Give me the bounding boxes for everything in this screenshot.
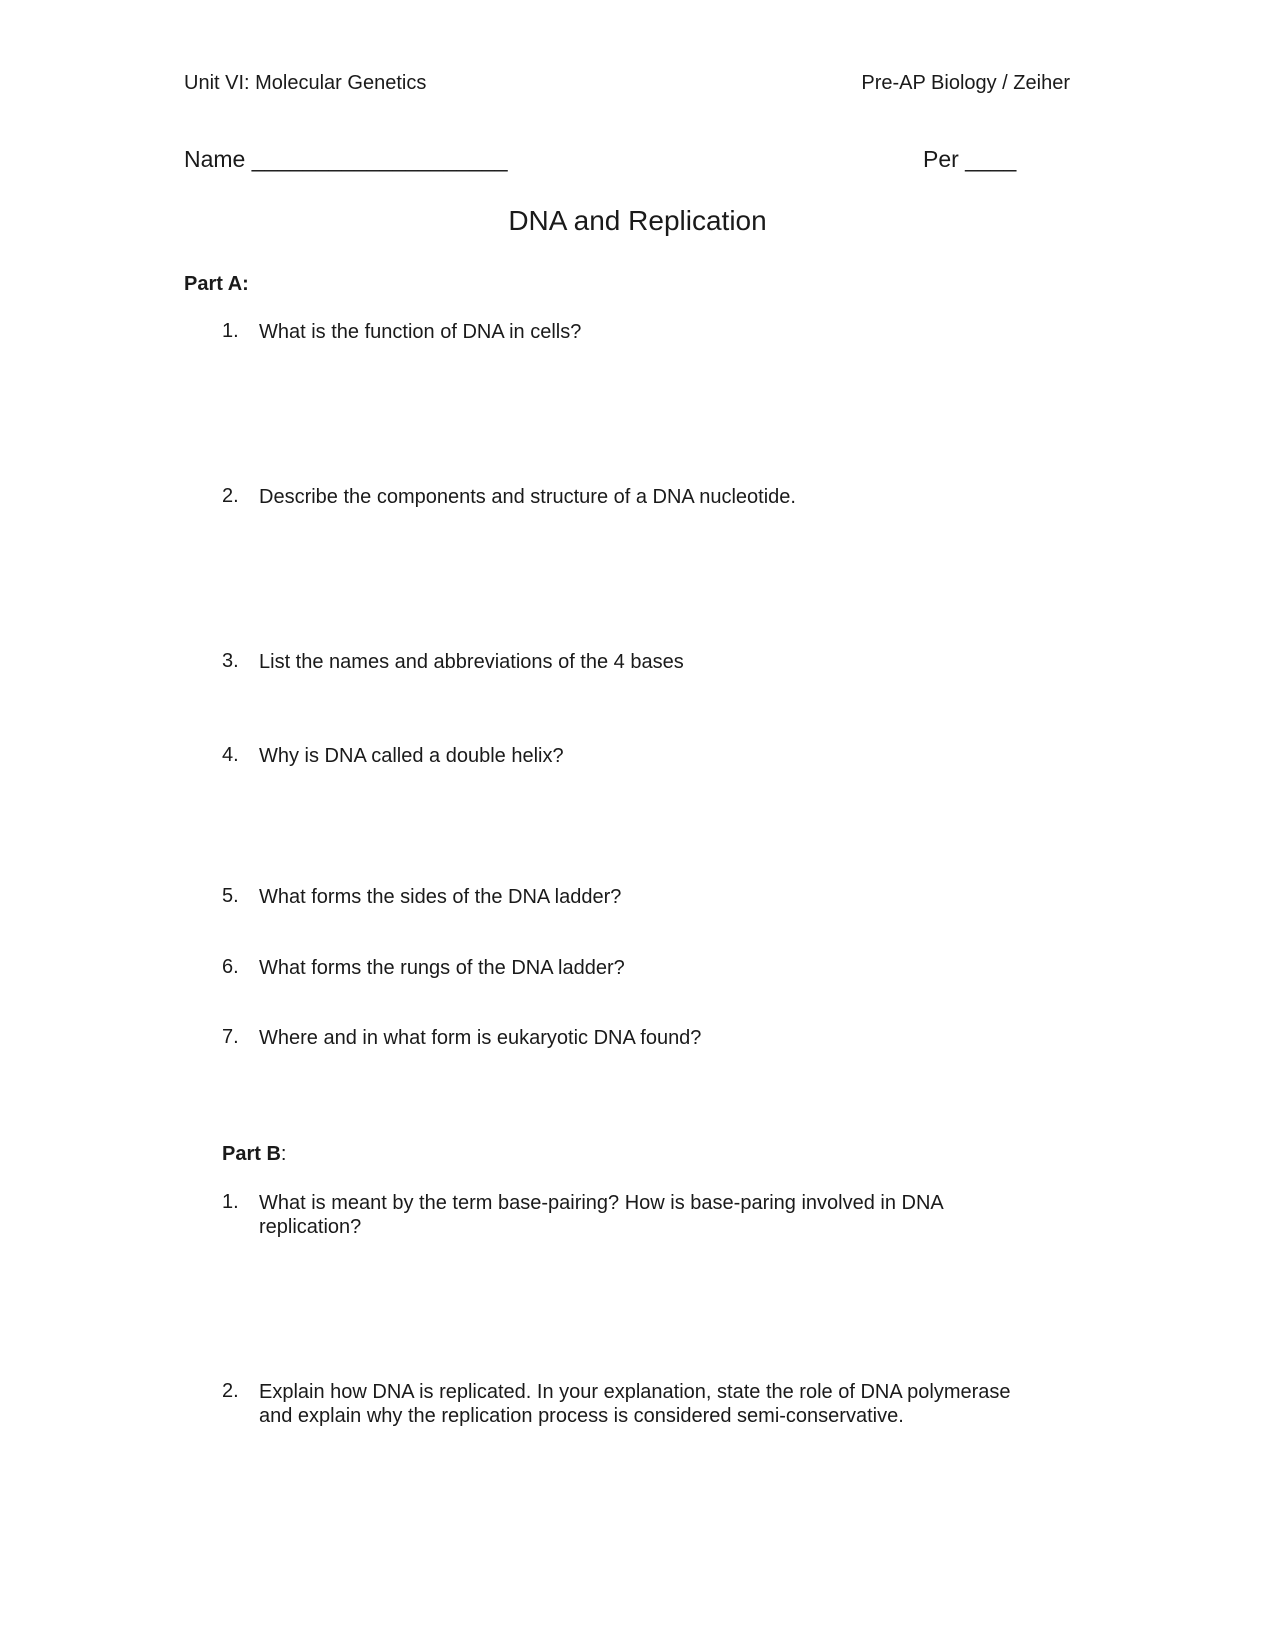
question-number: 5. xyxy=(222,885,239,907)
page-title: DNA and Replication xyxy=(508,205,767,236)
question-text: Why is DNA called a double helix? xyxy=(259,745,564,767)
question-text: What is meant by the term base-pairing? How is base-paring involved in DNA replication? xyxy=(259,1192,943,1238)
question-text: What forms the sides of the DNA ladder? xyxy=(259,886,622,908)
period-field[interactable]: Per ____ xyxy=(923,146,1017,172)
unit-title: Unit VI: Molecular Genetics xyxy=(184,72,427,94)
part-b-heading-colon: : xyxy=(280,1143,287,1165)
question-number: 2. xyxy=(222,485,239,507)
question-text: List the names and abbreviations of the 4 bases xyxy=(259,651,684,673)
question-text: Describe the components and structure of a DNA nucleotide. xyxy=(259,486,796,508)
part-a-heading: Part A: xyxy=(184,273,249,295)
question-number: 2. xyxy=(222,1380,239,1402)
question-text: Explain how DNA is replicated. In your explanation, state the role of DNA polymerase and explain why the replication process is considered semi-conservative. xyxy=(259,1381,1011,1427)
part-b-heading xyxy=(222,1143,286,1166)
course-title: Pre-AP Biology / Zeiher xyxy=(861,72,1070,94)
question-text: What is the function of DNA in cells? xyxy=(259,321,582,343)
question-number: 6. xyxy=(222,956,239,978)
question-number: 4. xyxy=(222,744,239,766)
question-text: Where and in what form is eukaryotic DNA found? xyxy=(259,1027,702,1049)
question-number: 1. xyxy=(222,1191,239,1213)
name-field[interactable]: Name ____________________ xyxy=(184,146,508,172)
part-b-heading-text: Part B xyxy=(222,1143,281,1165)
question-number: 3. xyxy=(222,650,239,672)
question-number: 7. xyxy=(222,1026,239,1048)
question-number: 1. xyxy=(222,320,239,342)
question-text: What forms the rungs of the DNA ladder? xyxy=(259,957,625,979)
